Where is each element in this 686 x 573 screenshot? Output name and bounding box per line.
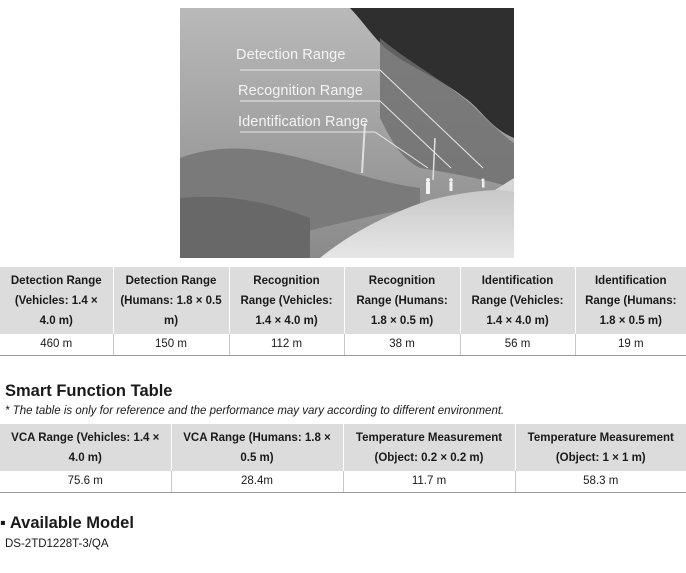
smart-value-cell: 28.4m (171, 471, 343, 493)
smart-function-note: * The table is only for reference and the performance may vary according to different environment. (5, 405, 505, 417)
range-value-cell: 38 m (344, 334, 460, 356)
range-value-cell: 56 m (460, 334, 575, 356)
smart-value-cell: 11.7 m (343, 471, 515, 493)
identification-range-label: Identification Range (238, 114, 369, 130)
smart-header-cell: VCA Range (Humans: 1.8 × 0.5 m) (171, 424, 343, 471)
range-header-cell: Identification Range (Humans: 1.8 × 0.5 m) (575, 267, 686, 334)
smart-function-title: Smart Function Table (5, 382, 173, 400)
detection-range-label: Detection Range (236, 47, 346, 63)
bullet-icon: ▪ (0, 514, 6, 532)
thermal-scene (180, 8, 514, 258)
smart-table-header-row (0, 424, 686, 471)
smart-value-cell: 58.3 m (515, 471, 686, 493)
range-header-cell: Recognition Range (Humans: 1.8 × 0.5 m) (344, 267, 460, 334)
thermal-image (180, 8, 514, 258)
table-row (0, 471, 686, 493)
range-header-cell: Detection Range (Humans: 1.8 × 0.5 m) (113, 267, 229, 334)
available-model-title: Available Model (9, 514, 134, 532)
range-table-header-row (0, 267, 686, 334)
range-value-cell: 112 m (229, 334, 344, 356)
smart-header-cell: VCA Range (Vehicles: 1.4 × 4.0 m) (0, 424, 171, 471)
range-value-cell: 460 m (0, 334, 113, 356)
range-header-cell: Identification Range (Vehicles: 1.4 × 4.0 m) (460, 267, 575, 334)
range-header-cell: Recognition Range (Vehicles: 1.4 × 4.0 m) (229, 267, 344, 334)
recognition-range-label: Recognition Range (238, 83, 364, 99)
smart-value-cell: 75.6 m (0, 471, 171, 493)
range-header-cell: Detection Range (Vehicles: 1.4 × 4.0 m) (0, 267, 113, 334)
table-row (0, 334, 686, 356)
available-model-heading (0, 514, 134, 533)
model-number: DS-2TD1228T-3/QA (5, 538, 109, 550)
smart-header-cell: Temperature Measurement (Object: 1 × 1 m) (515, 424, 686, 471)
range-value-cell: 150 m (113, 334, 229, 356)
range-value-cell: 19 m (575, 334, 686, 356)
smart-header-cell: Temperature Measurement (Object: 0.2 × 0.2 m) (343, 424, 515, 471)
range-table (0, 267, 686, 356)
smart-function-table (0, 424, 686, 493)
